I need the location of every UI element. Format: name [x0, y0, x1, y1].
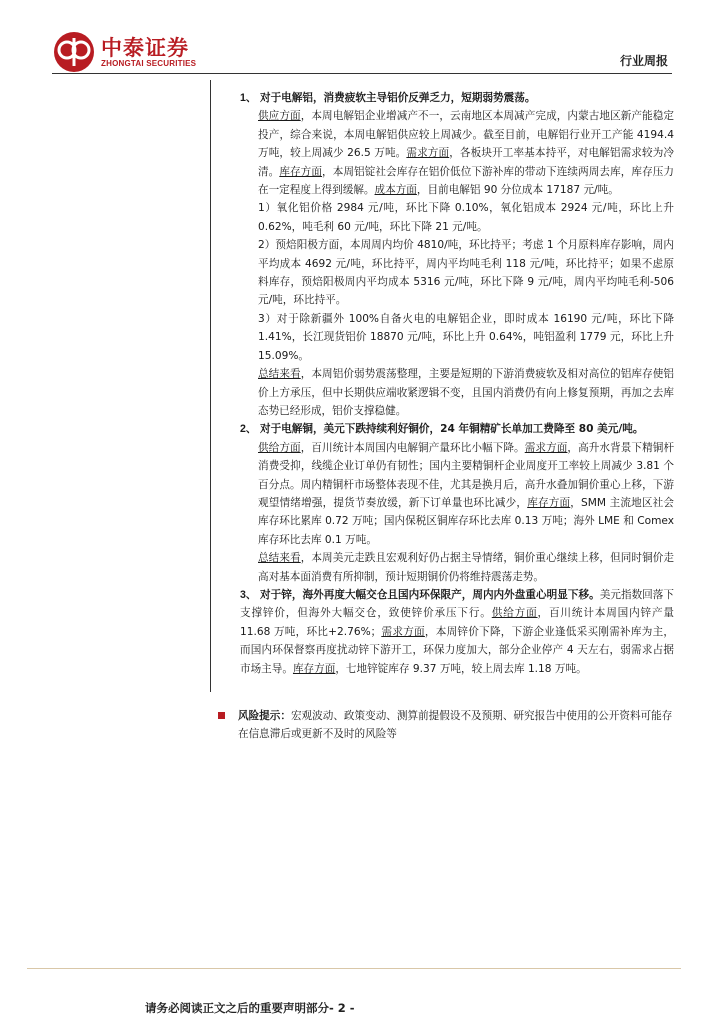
- inventory-text: ，本周铝锭社会库存在铝价低位下游补库的带动下连续两周去库，库存压力在一定程度上得到缓解。: [258, 165, 675, 197]
- section-2-summary: [240, 549, 674, 586]
- inventory-label: 库存方面: [527, 496, 571, 509]
- section-1-paragraph-2: 1）氧化铝价格 2984 元/吨，环比下降 0.10%，氧化铝成本 2924 元/吨，环比上升 0.62%，吨毛利 60 元/吨，环比下降 21 元/吨。: [258, 202, 674, 233]
- summary-label: 总结来看: [258, 552, 301, 565]
- section-3-paragraph: [240, 586, 674, 678]
- footer-divider: [27, 968, 681, 969]
- macro-text: 美元指数回落下支撑锌价，但海外大幅交仓，致使锌价承压下行。: [240, 588, 675, 620]
- risk-paragraph: [218, 707, 674, 744]
- inventory-label: 库存方面: [292, 662, 336, 675]
- supply-label: 供给方面: [491, 607, 538, 620]
- inventory-text: ，SMM 主流地区社会库存环比累库 0.72 万吨；国内保税区铜库存环比去库 0.13 万吨；海外 LME 和 Comex 库存环比去库 0.1 万吨。: [258, 496, 675, 546]
- cost-text: ，目前电解铝 90 分位成本 17187 元/吨。: [416, 184, 619, 197]
- supply-text: ，百川统计本周国内电解铜产量环比小幅下降。: [300, 441, 525, 454]
- section-1-paragraph-3: 2）预焙阳极方面，本周周内均价 4810/吨，环比持平；考虑 1 个月原料库存影响，周内平均成本 4692 元/吨，环比持平，周内平均吨毛利 118 元/吨，环比持平；如果不虑原料库存，预焙阳极周内平均成本 5316 元/吨，环比下降 9 元/吨，周内平均吨毛利-506 元/吨，环比持平。: [258, 239, 674, 307]
- footer-disclaimer: 请务必阅读正文之后的重要声明部分- 2 -: [145, 1001, 355, 1015]
- section-3-number: 3、: [240, 588, 257, 601]
- section-2-number: 2、: [240, 423, 257, 436]
- company-name-en: ZHONGTAI SECURITIES: [101, 59, 197, 68]
- zhongtai-logo-icon: [52, 30, 96, 74]
- supply-label: 供应方面: [258, 110, 301, 123]
- company-name-cn: 中泰证券: [101, 36, 189, 60]
- supply-text: ，本周电解铝企业增减产不一，云南地区本周减产完成，内蒙古地区新产能稳定投产，综合来说，本周电解铝供应较上周减少。截至目前，电解铝行业开工产能 4194.4 万吨，较上周减少 26.5 万吨。: [258, 110, 675, 160]
- company-logo: [52, 30, 222, 74]
- section-2-title: 对于电解铜，美元下跌持续利好铜价，24 年铜精矿长单加工费降至 80 美元/吨。: [260, 423, 644, 436]
- header-divider: [52, 73, 672, 74]
- supply-label: 供给方面: [258, 441, 301, 454]
- summary-text: ，本周美元走跌且宏观利好仍占据主导情绪，铜价重心继续上移，但同时铜价走高对基本面消费有所抑制，预计短期铜价仍将维持震荡走势。: [258, 552, 675, 583]
- demand-text: ，高升水背景下精铜杆消费受抑，线缆企业订单仍有韧性；国内主要精铜杆企业周度开工率较上周减少 3.81 个百分点。周内精铜杆市场整体表现不佳，尤其是换月后，高升水叠加铜价重心上移，下游观望情绪增强，提货节奏放缓，新下订单量也环比减少，: [258, 441, 675, 509]
- section-1-title: 对于电解铝，消费疲软主导铝价反弹乏力，短期弱势震荡。: [260, 92, 536, 104]
- inventory-label: 库存方面: [279, 165, 323, 178]
- summary-text: ，本周铝价弱势震荡整理，主要是短期的下游消费疲软及相对高位的铝库存使铝价上方承压，但中长期供应端收紧逻辑不变，且国内消费仍有向上修复预期，再加之去库态势已经形成，铝价支撑稳健。: [258, 368, 675, 417]
- bullet-square-icon: [218, 712, 225, 719]
- risk-warning: [218, 707, 674, 744]
- section-2-paragraph-1: [240, 439, 674, 549]
- demand-text: ，各板块开工率基本持平，对电解铝需求较为冷清。: [258, 147, 675, 178]
- report-body: [240, 89, 674, 678]
- risk-text: 宏观波动、政策变动、测算前提假设不及预期、研究报告中使用的公开资料可能存在信息滞后或更新不及时的风险等: [238, 710, 673, 741]
- section-1-number: 1、: [240, 92, 257, 104]
- inventory-text: ，七地锌锭库存 9.37 万吨，较上周去库 1.18 万吨。: [335, 662, 587, 675]
- section-3-title: 对于锌，海外再度大幅交仓且国内环保限产，周内内外盘重心明显下移。: [260, 588, 600, 601]
- vertical-divider: [210, 80, 211, 692]
- risk-label: 风险提示：: [238, 710, 291, 722]
- report-type-label: 行业周报: [619, 54, 668, 68]
- demand-label: 需求方面: [524, 441, 568, 454]
- demand-label: 需求方面: [406, 147, 450, 160]
- cost-label: 成本方面: [374, 184, 417, 197]
- section-2-heading: [240, 420, 674, 438]
- demand-label: 需求方面: [381, 625, 425, 638]
- demand-text: ，本周锌价下降，下游企业逢低采买刚需补库为主，而国内环保督察再度扰动锌下游开工，环保力度加大，部分企业停产 4 天左右，弱需求占据市场主导。: [240, 625, 675, 675]
- section-1-paragraph-4: 3）对于除新疆外 100%自备火电的电解铝企业，即时成本 16190 元/吨，环比下降 1.41%，长江现货铝价 18870 元/吨，环比上升 0.64%，吨铝盈利 1779 元，环比上升 15.09%。: [258, 312, 674, 362]
- summary-label: 总结来看: [258, 368, 301, 381]
- section-1-summary: [240, 365, 674, 420]
- section-1-heading: [240, 89, 674, 107]
- supply-text: ，百川统计本周国内锌产量 11.68 万吨，环比+2.76%；: [240, 607, 675, 638]
- section-1-paragraph-1: [240, 107, 674, 199]
